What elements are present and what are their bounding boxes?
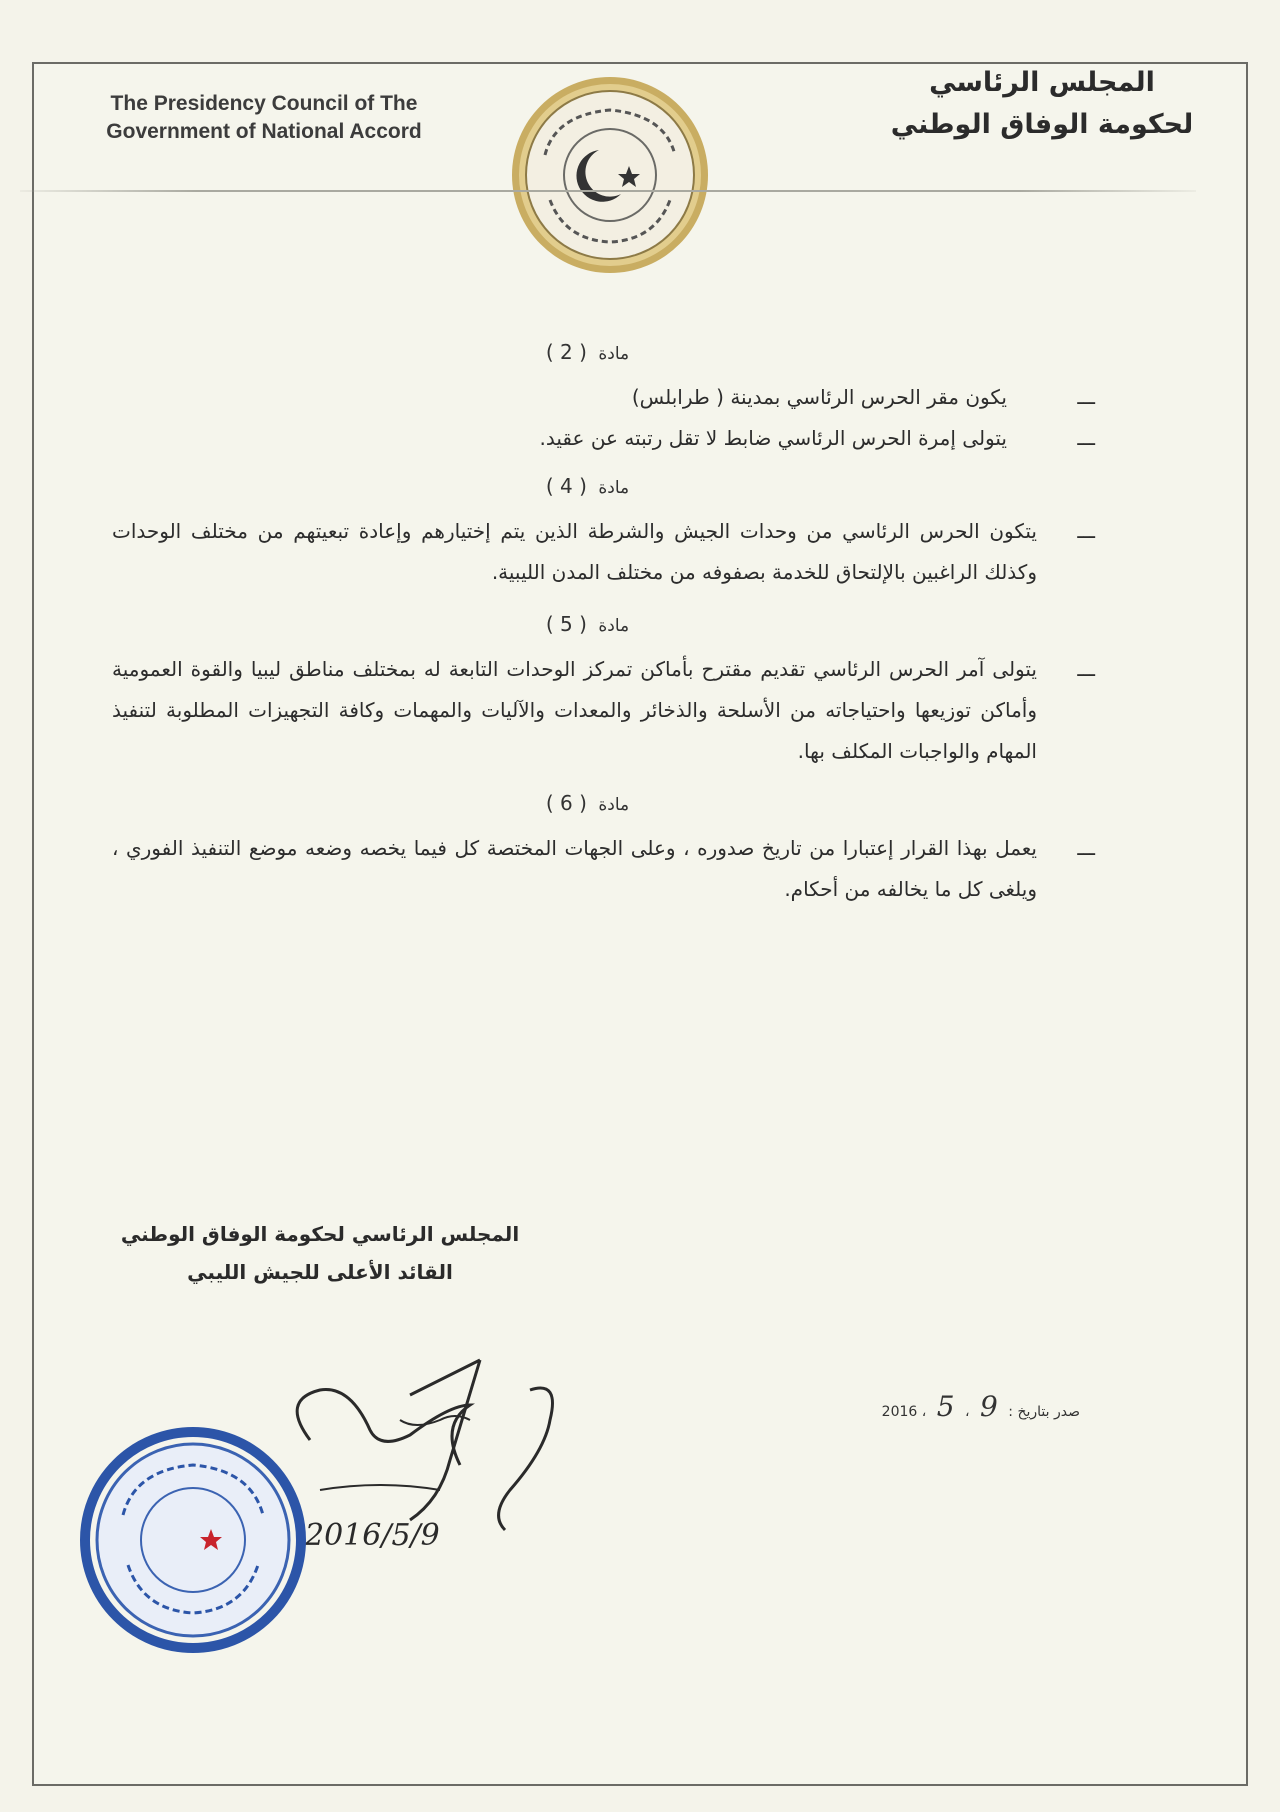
header-english-line2: Government of National Accord [106, 120, 422, 143]
handwritten-date: 2016/5/9 [305, 1518, 440, 1553]
article-heading [112, 339, 1057, 367]
article-6 [112, 790, 1095, 910]
issue-date-year: 2016 [881, 1404, 918, 1420]
issue-date-label: صدر بتاريخ : [1008, 1404, 1080, 1420]
article-clause: ـــ يتولى إمرة الحرس الرئاسي ضابط لا تقل رتبته عن عقيد. [539, 426, 1095, 450]
header-arabic-line2: لحكومة الوفاق الوطني [890, 109, 1194, 140]
article-2 [112, 339, 1095, 459]
issue-date-day: 9 [980, 1390, 998, 1423]
header-arabic-line1: المجلس الرئاسي [929, 67, 1155, 98]
article-clause: ـــ يتكون الحرس الرئاسي من وحدات الجيش والشرطة الذين يتم إختيارهم وإعادة تبعيتهم من مختلف الوحدات وكذلك الراغبين بالإلتحاق للخدمة بصفوفه من مختلف المدن الليبية. [112, 519, 1095, 584]
article-number: ( 5 ) [545, 612, 587, 636]
signatory-line2: القائد الأعلى للجيش الليبي [187, 1260, 453, 1284]
article-4 [112, 473, 1095, 593]
article-5 [112, 611, 1095, 772]
blue-seal-icon [78, 1425, 308, 1655]
article-heading [112, 790, 1057, 818]
article-label: مادة [598, 344, 630, 364]
issue-date: صدر بتاريخ : 9 ، 5 ، 2016 [881, 1390, 1080, 1423]
issue-date-month: 5 [936, 1390, 955, 1423]
handwritten-signature-icon [280, 1330, 620, 1560]
header-arabic [852, 62, 1232, 146]
article-label: مادة [598, 616, 630, 636]
article-label: مادة [598, 478, 630, 498]
article-number: ( 4 ) [545, 474, 587, 498]
article-label: مادة [598, 795, 630, 815]
article-clause: ـــ يتولى آمر الحرس الرئاسي تقديم مقترح بأماكن تمركز الوحدات التابعة له بمختلف مناطق ليبيا والقوة العمومية وأماكن توزيعها واحتياجاته من الأسلحة والذخائر والمعدات والآليات والمهمات وكافة التجهيزات المطلوبة لتنفيذ المهام والواجبات المكلف بها. [112, 657, 1095, 763]
article-number: ( 6 ) [545, 791, 587, 815]
header-english [44, 90, 484, 146]
signature-block [60, 1215, 580, 1291]
header-divider [20, 190, 1196, 192]
article-clause: ـــ يكون مقر الحرس الرئاسي بمدينة ( طرابلس) [631, 385, 1095, 409]
header-english-line1: The Presidency Council of The [110, 92, 418, 115]
article-heading [112, 611, 1057, 639]
article-heading [112, 473, 1057, 501]
gold-emblem-icon [505, 70, 715, 280]
signatory-line1: المجلس الرئاسي لحكومة الوفاق الوطني [120, 1222, 520, 1246]
article-clause: ـــ يعمل بهذا القرار إعتبارا من تاريخ صدوره ، وعلى الجهات المختصة كل فيما يخصه وضعه موضع التنفيذ الفوري ، ويلغى كل ما يخالفه من أحكام. [112, 836, 1095, 901]
article-number: ( 2 ) [545, 340, 587, 364]
decision-articles [112, 325, 1095, 910]
